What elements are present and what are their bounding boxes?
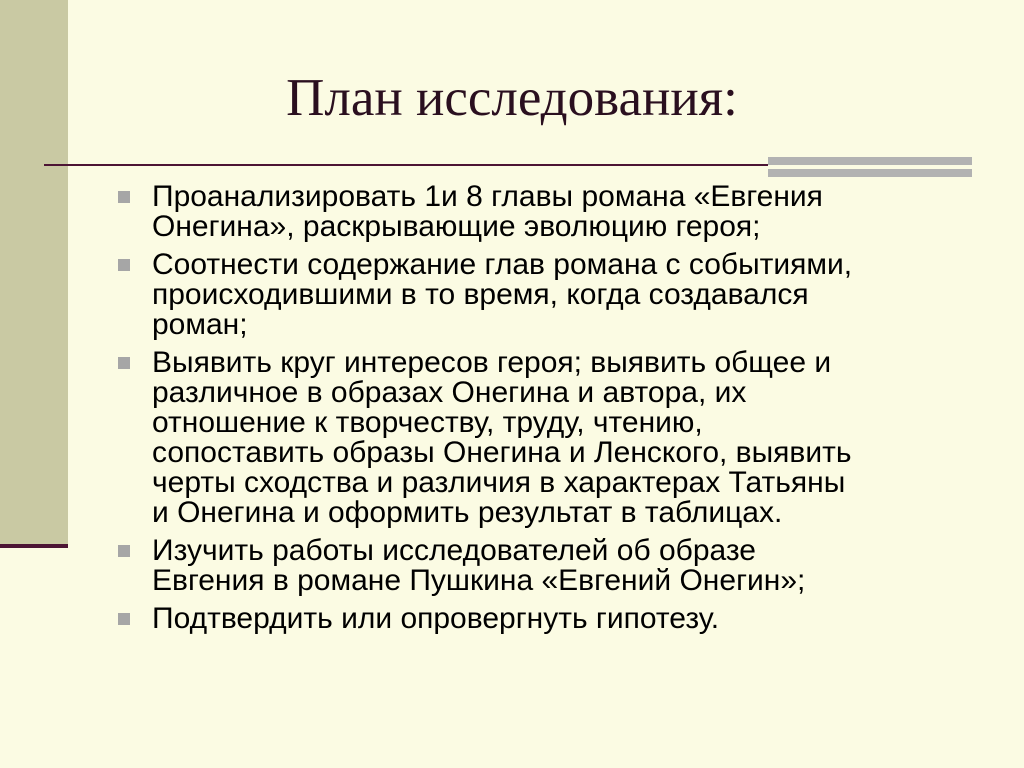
square-bullet-icon: [118, 357, 130, 369]
bullet-item-text: Подтвердить или опровергнуть гипотезу.: [152, 602, 720, 635]
square-bullet-icon: [118, 613, 130, 625]
bullet-item-text: Соотнести содержание глав романа с событиями, происходившими в то время, когда создавался роман;: [152, 248, 853, 341]
bullet-item: [110, 182, 980, 242]
bullet-item: [110, 348, 980, 528]
left-decorative-rule: [0, 544, 68, 548]
bullet-list: [110, 182, 980, 642]
title-underline: [44, 164, 768, 166]
title-grey-accent: [768, 157, 972, 179]
bullet-item-text: Изучить работы исследователей об образе Евгения в романе Пушкина «Евгений Онегин»;: [152, 534, 806, 597]
square-bullet-icon: [118, 545, 130, 557]
bullet-item: [110, 604, 980, 634]
bullet-item-text: Проанализировать 1и 8 главы романа «Евгения Онегина», раскрывающие эволюцию героя;: [152, 180, 823, 243]
square-bullet-icon: [118, 259, 130, 271]
bullet-item-text: Выявить круг интересов героя; выявить общее и различное в образах Онегина и автора, их отношение к творчеству, труду, чтению, сопоставить образы Онегина и Ленского, выявить черты сходства и различия в характерах Татьяны и Онегина и оформить результат в таблицах.: [152, 346, 852, 529]
grey-accent-bar-bottom: [768, 169, 972, 177]
bullet-item: [110, 536, 980, 596]
grey-accent-bar-top: [768, 157, 972, 165]
slide-title: План исследования:: [286, 69, 738, 127]
bullet-item: [110, 250, 980, 340]
square-bullet-icon: [118, 191, 130, 203]
